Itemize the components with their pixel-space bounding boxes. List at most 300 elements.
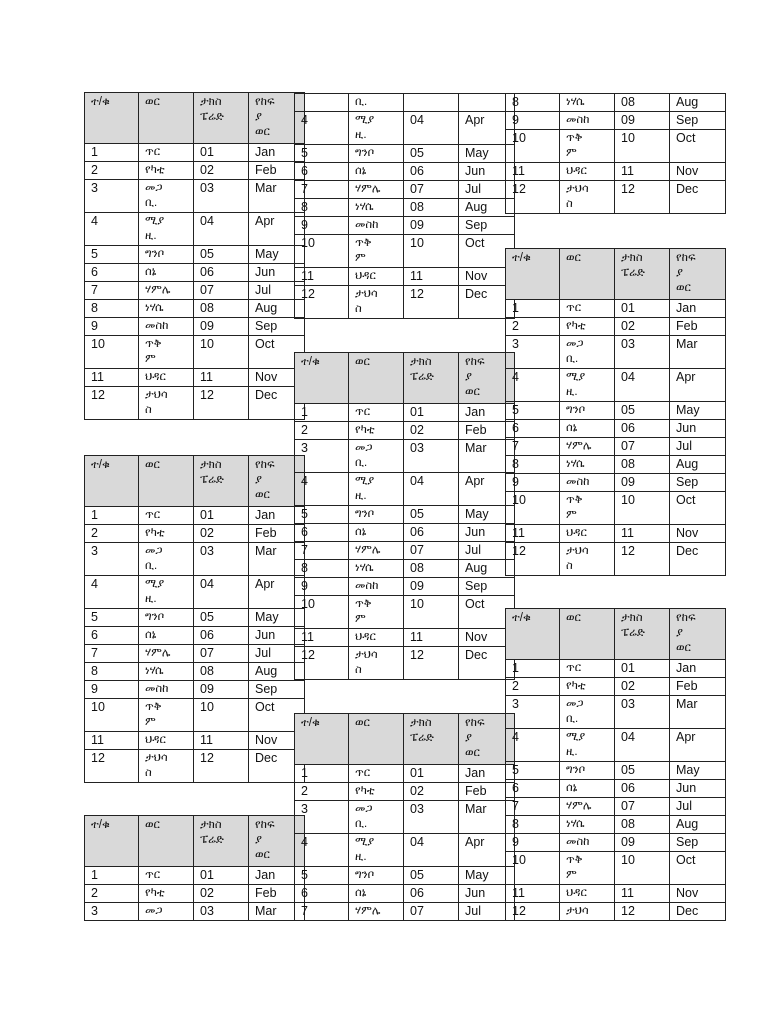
cell-payment-month: Apr: [670, 729, 726, 762]
cell-month: መጋ ቢ.: [349, 801, 404, 834]
table-row: [85, 507, 305, 525]
cell-number: 10: [506, 852, 560, 885]
cell-payment-month: Jun: [670, 780, 726, 798]
cell-month: መስከ: [560, 112, 615, 130]
cell-payment-month: Jun: [249, 627, 305, 645]
cell-tax-period: 11: [194, 732, 249, 750]
table-row: [506, 678, 726, 696]
cell-payment-month: Jan: [249, 867, 305, 885]
cell-month: ነሃሴ: [560, 816, 615, 834]
cell-payment-month: Sep: [249, 318, 305, 336]
cell-month: መጋ: [139, 903, 194, 921]
table-row: [85, 336, 305, 369]
cell-payment-month: Feb: [459, 422, 515, 440]
table-row: [506, 336, 726, 369]
cell-number: 9: [295, 217, 349, 235]
cell-payment-month: Nov: [459, 268, 515, 286]
cell-number: 5: [85, 246, 139, 264]
cell-tax-period: 07: [194, 282, 249, 300]
cell-payment-month: Oct: [459, 596, 515, 629]
table-row: [506, 852, 726, 885]
cell-payment-month: Dec: [670, 543, 726, 576]
cell-payment-month: Jun: [249, 264, 305, 282]
cell-month: ነሃሴ: [349, 199, 404, 217]
cell-payment-month: Sep: [670, 834, 726, 852]
cell-tax-period: 03: [404, 440, 459, 473]
cell-month: ታህሳ ስ: [560, 181, 615, 214]
table-row: [85, 246, 305, 264]
cell-tax-period: 06: [194, 264, 249, 282]
cell-tax-period: 02: [615, 318, 670, 336]
cell-month: ሰኔ: [139, 264, 194, 282]
cell-tax-period: 02: [194, 525, 249, 543]
cell-month: ግንቦ: [349, 145, 404, 163]
table-row: [506, 474, 726, 492]
cell-number: 4: [85, 576, 139, 609]
cell-number: 9: [85, 318, 139, 336]
cell-month: ጥር: [139, 507, 194, 525]
cell-month: ጥቅ ም: [349, 596, 404, 629]
cell-tax-period: 07: [404, 903, 459, 921]
cell-month: ህዳር: [139, 369, 194, 387]
table-row: [85, 213, 305, 246]
cell-number: 8: [506, 94, 560, 112]
table-row: [506, 402, 726, 420]
cell-number: 10: [85, 699, 139, 732]
cell-tax-period: 01: [404, 404, 459, 422]
cell-tax-period: 07: [404, 181, 459, 199]
cell-month: መጋ ቢ.: [139, 543, 194, 576]
cell-payment-month: Nov: [249, 369, 305, 387]
cell-payment-month: Jul: [459, 181, 515, 199]
cell-month: መስከ: [560, 834, 615, 852]
table-row: [295, 268, 515, 286]
cell-number: 6: [506, 780, 560, 798]
cell-month: መጋ ቢ.: [139, 180, 194, 213]
cell-month: የካቲ: [560, 318, 615, 336]
table-header-row: [295, 714, 515, 765]
cell-number: 7: [295, 542, 349, 560]
cell-month: ጥቅ ም: [560, 130, 615, 163]
cell-payment-month: Feb: [249, 162, 305, 180]
cell-month: ሰኔ: [349, 163, 404, 181]
cell-number: 2: [85, 885, 139, 903]
table-row: [506, 420, 726, 438]
cell-payment-month: Dec: [249, 387, 305, 420]
cell-tax-period: 01: [194, 507, 249, 525]
cell-payment-month: Nov: [670, 885, 726, 903]
cell-tax-period: 01: [404, 765, 459, 783]
header-tax-period: ታክስ ፔሬድ: [404, 353, 459, 404]
cell-tax-period: 12: [404, 647, 459, 680]
cell-tax-period: 06: [404, 163, 459, 181]
cell-tax-period: 04: [194, 576, 249, 609]
cell-number: 12: [85, 387, 139, 420]
cell-month: ሚያ ዚ.: [139, 576, 194, 609]
cell-number: 5: [295, 145, 349, 163]
cell-number: 10: [506, 130, 560, 163]
cell-number: 7: [85, 282, 139, 300]
cell-tax-period: 09: [615, 474, 670, 492]
cell-number: 1: [506, 660, 560, 678]
cell-number: [295, 94, 349, 112]
cell-payment-month: Feb: [670, 678, 726, 696]
table-row: [295, 629, 515, 647]
tax-month-table: [505, 248, 726, 576]
cell-payment-month: Oct: [670, 492, 726, 525]
cell-tax-period: 04: [404, 473, 459, 506]
cell-month: ህዳር: [560, 525, 615, 543]
cell-payment-month: Feb: [249, 885, 305, 903]
cell-payment-month: Aug: [249, 663, 305, 681]
cell-number: 1: [85, 507, 139, 525]
table-row: [295, 217, 515, 235]
cell-tax-period: 10: [404, 596, 459, 629]
table-row: [295, 647, 515, 680]
cell-number: 5: [506, 762, 560, 780]
table-row: [85, 144, 305, 162]
cell-month: መስከ: [139, 318, 194, 336]
table-row: [85, 681, 305, 699]
cell-payment-month: Apr: [249, 576, 305, 609]
cell-payment-month: Jul: [670, 798, 726, 816]
table-row: [295, 834, 515, 867]
table-row: [295, 765, 515, 783]
cell-tax-period: 09: [404, 578, 459, 596]
header-tax-period: ታክስ ፔሬድ: [194, 456, 249, 507]
cell-payment-month: Jul: [249, 645, 305, 663]
table-row: [506, 456, 726, 474]
cell-month: ጥቅ ም: [560, 492, 615, 525]
header-tax-period: ታክስ ፔሬድ: [194, 816, 249, 867]
cell-month: ጥር: [560, 660, 615, 678]
cell-month: ሃምሌ: [349, 542, 404, 560]
cell-number: 10: [295, 596, 349, 629]
tax-month-table: [505, 608, 726, 921]
cell-month: ቢ.: [349, 94, 404, 112]
table-row: [295, 578, 515, 596]
cell-month: ጥቅ ም: [349, 235, 404, 268]
cell-tax-period: 09: [615, 834, 670, 852]
cell-number: 11: [506, 525, 560, 543]
cell-payment-month: Oct: [249, 336, 305, 369]
cell-number: 8: [295, 199, 349, 217]
cell-number: 4: [506, 729, 560, 762]
tax-month-table: [84, 815, 305, 921]
cell-payment-month: Oct: [670, 130, 726, 163]
header-number: ተ/ቁ: [85, 456, 139, 507]
cell-tax-period: 09: [194, 318, 249, 336]
header-tax-period: ታክስ ፔሬድ: [615, 249, 670, 300]
header-tax-period: ታክስ ፔሬድ: [194, 93, 249, 144]
table-row: [295, 801, 515, 834]
cell-number: 2: [506, 678, 560, 696]
cell-payment-month: Jan: [670, 660, 726, 678]
tax-month-table: [294, 713, 515, 921]
cell-tax-period: 10: [194, 699, 249, 732]
cell-month: ታህሳ ስ: [349, 647, 404, 680]
table-row: [506, 816, 726, 834]
cell-month: መስከ: [349, 217, 404, 235]
cell-payment-month: Sep: [670, 474, 726, 492]
header-month: ወር: [560, 609, 615, 660]
table-row: [506, 729, 726, 762]
cell-number: 12: [506, 181, 560, 214]
cell-number: 12: [85, 750, 139, 783]
table-row: [85, 300, 305, 318]
cell-payment-month: Sep: [670, 112, 726, 130]
cell-payment-month: Sep: [459, 217, 515, 235]
cell-number: 8: [295, 560, 349, 578]
cell-number: 3: [85, 543, 139, 576]
cell-month: ሃምሌ: [139, 282, 194, 300]
cell-month: መጋ ቢ.: [349, 440, 404, 473]
table-row: [295, 181, 515, 199]
cell-number: 2: [85, 525, 139, 543]
tax-month-table: [505, 93, 726, 214]
cell-month: ሰኔ: [349, 885, 404, 903]
cell-number: 1: [506, 300, 560, 318]
cell-month: የካቲ: [349, 783, 404, 801]
tax-month-table: [294, 352, 515, 680]
cell-tax-period: 04: [615, 369, 670, 402]
cell-tax-period: 12: [404, 286, 459, 319]
cell-payment-month: Jul: [459, 903, 515, 921]
cell-payment-month: Mar: [670, 696, 726, 729]
cell-payment-month: Jun: [459, 524, 515, 542]
cell-month: ግንቦ: [139, 609, 194, 627]
cell-payment-month: May: [459, 867, 515, 885]
table-row: [85, 699, 305, 732]
cell-tax-period: 09: [404, 217, 459, 235]
table-row: [85, 162, 305, 180]
cell-tax-period: 04: [615, 729, 670, 762]
cell-month: ነሃሴ: [560, 94, 615, 112]
cell-tax-period: 02: [615, 678, 670, 696]
cell-tax-period: 09: [615, 112, 670, 130]
table-row: [506, 903, 726, 921]
cell-number: 11: [506, 163, 560, 181]
cell-payment-month: Jun: [459, 885, 515, 903]
table-row: [506, 525, 726, 543]
cell-month: ግንቦ: [560, 402, 615, 420]
table-row: [506, 112, 726, 130]
table-row: [85, 387, 305, 420]
cell-payment-month: Aug: [670, 94, 726, 112]
cell-month: ታህሳ ስ: [349, 286, 404, 319]
header-month: ወር: [139, 816, 194, 867]
cell-tax-period: 04: [404, 834, 459, 867]
cell-month: ሃምሌ: [560, 438, 615, 456]
table-row: [506, 492, 726, 525]
cell-tax-period: 08: [404, 199, 459, 217]
cell-number: 2: [85, 162, 139, 180]
cell-tax-period: 01: [194, 867, 249, 885]
table-row: [506, 318, 726, 336]
cell-payment-month: Jul: [670, 438, 726, 456]
cell-payment-month: Jan: [459, 404, 515, 422]
cell-month: ግንቦ: [349, 867, 404, 885]
cell-tax-period: 06: [404, 524, 459, 542]
table-header-row: [85, 456, 305, 507]
header-number: ተ/ቁ: [506, 609, 560, 660]
cell-payment-month: Jun: [459, 163, 515, 181]
cell-tax-period: 03: [194, 903, 249, 921]
cell-number: 4: [295, 112, 349, 145]
cell-tax-period: 06: [615, 420, 670, 438]
cell-month: ጥቅ ም: [139, 699, 194, 732]
cell-tax-period: 10: [615, 130, 670, 163]
cell-number: 2: [295, 422, 349, 440]
cell-payment-month: Nov: [670, 525, 726, 543]
header-number: ተ/ቁ: [85, 93, 139, 144]
table-row: [85, 903, 305, 921]
cell-payment-month: Dec: [670, 181, 726, 214]
cell-number: 11: [506, 885, 560, 903]
table-row: [295, 596, 515, 629]
cell-number: 1: [85, 144, 139, 162]
cell-month: ጥር: [560, 300, 615, 318]
table-row: [506, 780, 726, 798]
cell-month: ሃምሌ: [139, 645, 194, 663]
cell-month: ነሃሴ: [139, 663, 194, 681]
cell-payment-month: Mar: [459, 801, 515, 834]
cell-payment-month: Mar: [670, 336, 726, 369]
table-row: [85, 264, 305, 282]
table-row: [85, 750, 305, 783]
cell-number: 9: [506, 474, 560, 492]
cell-payment-month: Jul: [249, 282, 305, 300]
header-month: ወር: [349, 714, 404, 765]
table-row: [85, 885, 305, 903]
cell-month: ነሃሴ: [560, 456, 615, 474]
cell-tax-period: 11: [615, 525, 670, 543]
cell-payment-month: Jul: [459, 542, 515, 560]
cell-tax-period: 10: [615, 852, 670, 885]
cell-number: 3: [85, 180, 139, 213]
table-row: [506, 181, 726, 214]
cell-tax-period: 08: [194, 300, 249, 318]
table-row: [85, 732, 305, 750]
table-row: [295, 885, 515, 903]
cell-payment-month: Aug: [459, 199, 515, 217]
cell-number: 6: [295, 524, 349, 542]
header-tax-period: ታክስ ፔሬድ: [404, 714, 459, 765]
cell-tax-period: 08: [194, 663, 249, 681]
cell-month: የካቲ: [139, 162, 194, 180]
cell-month: ሃምሌ: [349, 903, 404, 921]
cell-number: 12: [295, 647, 349, 680]
cell-number: 7: [506, 438, 560, 456]
cell-month: ግንቦ: [139, 246, 194, 264]
cell-payment-month: Nov: [670, 163, 726, 181]
table-row: [506, 798, 726, 816]
cell-tax-period: 01: [615, 300, 670, 318]
cell-number: 8: [85, 300, 139, 318]
cell-number: 11: [85, 732, 139, 750]
cell-tax-period: 12: [615, 181, 670, 214]
cell-payment-month: May: [249, 609, 305, 627]
tax-month-table: [84, 92, 305, 420]
cell-tax-period: 05: [404, 506, 459, 524]
table-row: [506, 438, 726, 456]
cell-month: ሚያ ዚ.: [349, 112, 404, 145]
cell-number: 5: [506, 402, 560, 420]
cell-payment-month: Oct: [670, 852, 726, 885]
table-header-row: [506, 249, 726, 300]
header-payment-month: የከፍ ያ ወር: [249, 456, 305, 507]
table-row: [506, 834, 726, 852]
table-row: [506, 885, 726, 903]
cell-tax-period: 05: [194, 609, 249, 627]
table-row: [85, 180, 305, 213]
cell-payment-month: Aug: [249, 300, 305, 318]
cell-number: 8: [85, 663, 139, 681]
cell-month: ታህሳ ስ: [139, 750, 194, 783]
cell-number: 8: [506, 456, 560, 474]
cell-month: ሰኔ: [139, 627, 194, 645]
cell-payment-month: Mar: [249, 903, 305, 921]
cell-tax-period: 09: [194, 681, 249, 699]
table-header-row: [85, 93, 305, 144]
cell-payment-month: Jan: [249, 507, 305, 525]
cell-payment-month: Oct: [459, 235, 515, 268]
cell-payment-month: Nov: [459, 629, 515, 647]
cell-number: 6: [506, 420, 560, 438]
cell-number: 5: [295, 867, 349, 885]
cell-month: መጋ ቢ.: [560, 336, 615, 369]
tax-month-table: [84, 455, 305, 783]
cell-tax-period: 05: [194, 246, 249, 264]
cell-number: 12: [506, 543, 560, 576]
cell-tax-period: 07: [615, 798, 670, 816]
cell-tax-period: 12: [615, 543, 670, 576]
cell-number: 12: [295, 286, 349, 319]
cell-payment-month: Aug: [670, 816, 726, 834]
cell-tax-period: 12: [615, 903, 670, 921]
cell-payment-month: Apr: [459, 834, 515, 867]
cell-tax-period: 02: [194, 162, 249, 180]
cell-month: ህዳር: [349, 268, 404, 286]
cell-month: ሰኔ: [560, 420, 615, 438]
table-row: [85, 627, 305, 645]
cell-month: ህዳር: [560, 163, 615, 181]
table-row: [295, 506, 515, 524]
cell-month: የካቲ: [139, 885, 194, 903]
cell-payment-month: Nov: [249, 732, 305, 750]
cell-payment-month: Jun: [670, 420, 726, 438]
cell-tax-period: 10: [194, 336, 249, 369]
cell-number: 4: [295, 834, 349, 867]
cell-tax-period: 08: [404, 560, 459, 578]
cell-payment-month: Jan: [459, 765, 515, 783]
cell-month: ሰኔ: [560, 780, 615, 798]
cell-payment-month: May: [459, 145, 515, 163]
header-tax-period: ታክስ ፔሬድ: [615, 609, 670, 660]
table-row: [295, 422, 515, 440]
cell-tax-period: 06: [615, 780, 670, 798]
table-row: [295, 524, 515, 542]
table-row: [295, 145, 515, 163]
cell-month: ሃምሌ: [349, 181, 404, 199]
cell-tax-period: 03: [615, 696, 670, 729]
cell-month: ሰኔ: [349, 524, 404, 542]
cell-tax-period: 07: [615, 438, 670, 456]
cell-tax-period: 04: [194, 213, 249, 246]
cell-month: ሚያ ዚ.: [560, 369, 615, 402]
cell-tax-period: 02: [404, 422, 459, 440]
cell-number: 7: [295, 903, 349, 921]
